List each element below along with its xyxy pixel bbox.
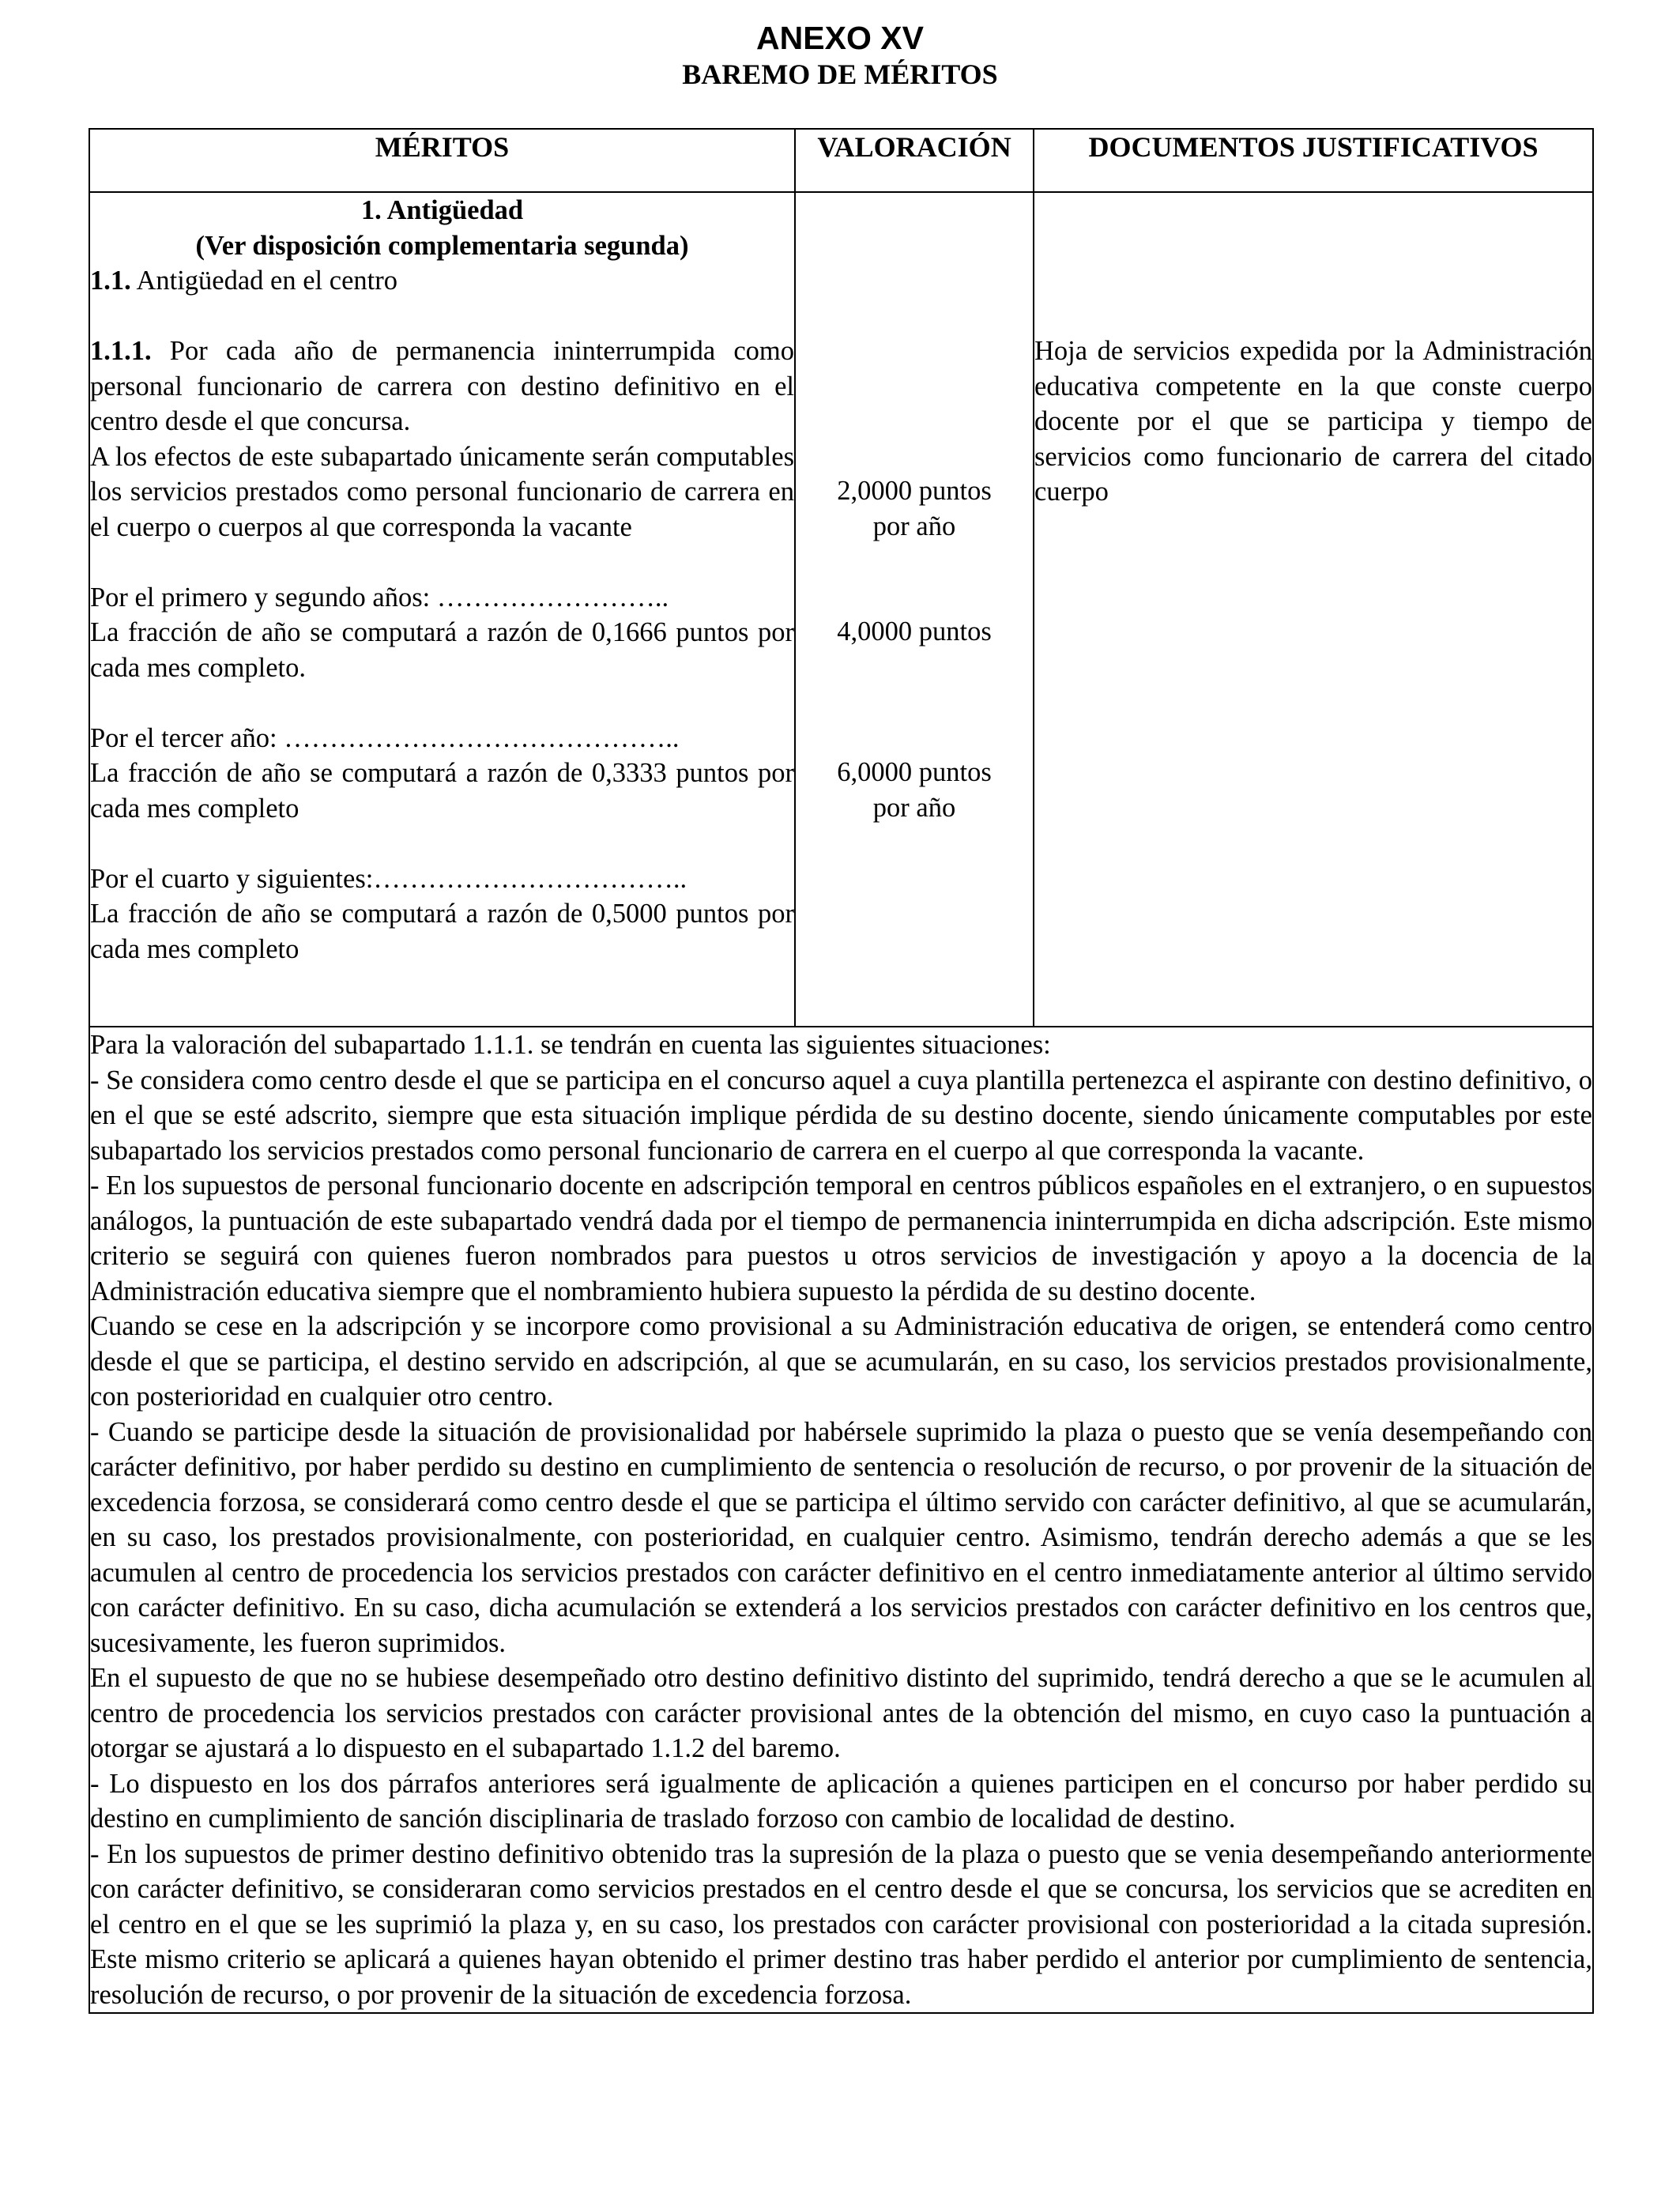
column-header-valuation: VALORACIÓN xyxy=(795,129,1034,192)
value-fourth-and-following: 6,0000 puntos xyxy=(837,757,992,787)
notes-paragraph: En el supuesto de que no se hubiese desempeñado otro destino definitivo distinto del suprimido, tendrá derecho a que se le acumulen al centro de procedencia los servicios prestados con carácter provisional antes de la obtención del mismo, en cuyo caso la puntuación a otorgar se ajustará a lo dispuesto en el subapartado 1.1.2 del baremo. xyxy=(90,1663,1592,1763)
subsection-number: 1.1. xyxy=(90,266,131,296)
table-row xyxy=(89,192,1593,1027)
annex-title: ANEXO XV xyxy=(756,20,924,56)
value-first-second-years-unit: por año xyxy=(872,511,956,541)
row-fraction-fourth-and-following: La fracción de año se computará a razón de 0,5000 puntos por cada mes completo xyxy=(90,899,794,964)
document-header xyxy=(0,19,1680,92)
documents-cell xyxy=(1034,192,1593,1027)
subsection-label: Antigüedad en el centro xyxy=(130,266,397,296)
item-description xyxy=(90,334,794,439)
subsection-heading xyxy=(90,263,794,299)
notes-paragraph: Cuando se cese en la adscripción y se incorpore como provisional a su Administración educativa de origen, se entenderá como centro desde el que se participa, el destino servido en adscripción, al que se acumularán, en su caso, los servicios prestados provisionalmente, con posterioridad en cualquier otro centro. xyxy=(90,1311,1592,1412)
notes-paragraph: - En los supuestos de personal funcionario docente en adscripción temporal en centros públicos españoles en el extranjero, o en supuestos análogos, la puntuación de este subapartado vendrá dada por el tiempo de permanencia ininterrumpida en dicha adscripción. Este mismo criterio se seguirá con quienes fueron nombrados para puestos u otros servicios de investigación y apoyo a la docencia de la Administración educativa siempre que el nombramiento hubiera supuesto la pérdida de su destino docente. xyxy=(90,1171,1592,1306)
column-header-merits: MÉRITOS xyxy=(89,129,795,192)
valuation-cell xyxy=(795,192,1034,1027)
table-header-row xyxy=(89,129,1593,192)
row-label-first-second-years: Por el primero y segundo años: …………………….. xyxy=(90,582,669,613)
effects-text: A los efectos de este subapartado únicamente serán computables los servicios prestados como personal funcionario de carrera en el cuerpo o cuerpos al que corresponda la vacante xyxy=(90,441,794,542)
row-label-third-year: Por el tercer año: …………………………………….. xyxy=(90,722,680,753)
row-fraction-third-year: La fracción de año se computará a razón de 0,3333 puntos por cada mes completo xyxy=(90,758,794,824)
merits-table xyxy=(89,128,1594,2014)
notes-paragraph: - Se considera como centro desde el que se participa en el concurso aquel a cuya plantilla pertenezca el aspirante con destino definitivo, o en el que se esté adscrito, siempre que esta situación implique pérdida de su destino docente, siendo únicamente computables por este subapartado los servicios prestados como personal funcionario de carrera en el cuerpo al que corresponda la vacante. xyxy=(90,1065,1592,1166)
notes-paragraph: - Lo dispuesto en los dos párrafos anteriores será igualmente de aplicación a quienes participen en el concurso por haber perdido su destino en cumplimiento de sanción disciplinaria de traslado forzoso con cambio de localidad de destino. xyxy=(90,1768,1592,1834)
notes-paragraph: - En los supuestos de primer destino definitivo obtenido tras la supresión de la plaza o puesto que se venia desempeñando anteriormente con carácter definitivo, se consideraran como servicios prestados en el centro desde el que se concursa, los servicios que se acrediten en el centro en el que se les suprimió la plaza y, en su caso, los prestados con carácter provisional con posterioridad a la citada supresión. Este mismo criterio se aplicará a quienes hayan obtenido el primer destino tras haber perdido el anterior por cumplimiento de sentencia, resolución de recurso, o por provenir de la situación de excedencia forzosa. xyxy=(90,1838,1592,2010)
value-third-year: 4,0000 puntos xyxy=(837,616,992,647)
notes-row xyxy=(89,1027,1593,2013)
merits-cell xyxy=(89,192,795,1027)
notes-paragraph: - Cuando se participe desde la situación de provisionalidad por habérsele suprimido la plaza o puesto que se venía desempeñando con carácter definitivo, por haber perdido su destino en cumplimiento de sentencia o resolución de recurso, o por provenir de la situación de excedencia forzosa, se considerará como centro desde el que se participa el último servido con carácter definitivo, al que se acumularán, en su caso, los prestados provisionalmente, con posterioridad, en cualquier centro. Asimismo, tendrán derecho además a que se les acumulen al centro de procedencia los servicios prestados con carácter definitivo en el centro inmediatamente anterior al último servido con carácter definitivo. En su caso, dicha acumulación se extenderá a los servicios prestados con carácter definitivo en los centros que, sucesivamente, les fueron suprimidos. xyxy=(90,1416,1592,1658)
item-text: Por cada año de permanencia ininterrumpida como personal funcionario de carrera con destino definitivo en el centro desde el que concursa. xyxy=(90,336,794,436)
baremo-title: BAREMO DE MÉRITOS xyxy=(682,58,998,90)
value-fourth-and-following-unit: por año xyxy=(872,792,956,823)
row-fraction-first-second-years: La fracción de año se computará a razón de 0,1666 puntos por cada mes completo. xyxy=(90,617,794,683)
item-number: 1.1.1. xyxy=(90,336,152,366)
column-header-documents: DOCUMENTOS JUSTIFICATIVOS xyxy=(1034,129,1593,192)
value-first-second-years: 2,0000 puntos xyxy=(837,476,992,506)
notes-paragraph: Para la valoración del subapartado 1.1.1. se tendrán en cuenta las siguientes situaciones: xyxy=(90,1030,1051,1060)
section-subtitle: (Ver disposición complementaria segunda) xyxy=(195,230,689,261)
documents-text: Hoja de servicios expedida por la Administración educativa competente en la que conste cuerpo docente por el que se participa y tiempo de servicios como funcionario de carrera del citado cuerpo xyxy=(1034,336,1592,507)
row-label-fourth-and-following: Por el cuarto y siguientes:…………………………….. xyxy=(90,863,687,894)
notes-cell xyxy=(89,1027,1593,2013)
section-title: 1. Antigüedad xyxy=(360,195,524,225)
